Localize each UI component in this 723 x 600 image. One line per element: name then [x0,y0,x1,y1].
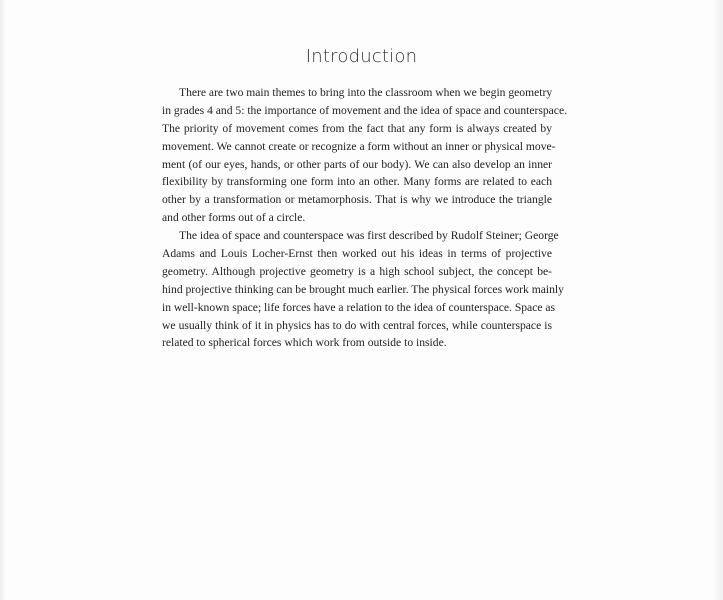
page-left-edge [0,0,6,600]
page-title: Introduction [305,46,418,67]
paragraph-1 [162,84,567,227]
text-line: geometry. Although projective geometry is a high school subject, the concept be- [162,264,552,278]
text-line: Adams and Louis Locher-Ernst then worked out his ideas in terms of projective [162,247,552,261]
text-line: The idea of space and counterspace was first described by Rudolf Steiner; George [179,229,559,243]
text-line: There are two main themes to bring into the classroom when we begin geometry [179,86,553,99]
body-text [162,84,567,352]
page-right-edge [713,0,723,600]
paragraph-2 [162,227,564,352]
text-line: in grades 4 and 5: the importance of movement and the idea of space and counterspace. [162,103,567,117]
text-line: we usually think of it in physics has to do with central forces, while counterspace is [162,318,552,332]
text-line: movement. We cannot create or recognize a form without an inner or physical move- [162,139,556,153]
text-line: hind projective thinking can be brought much earlier. The physical forces work mainly [162,282,564,296]
text-line: other by a transformation or metamorphosis. That is why we introduce the triangle [162,193,552,207]
text-line: related to spherical forces which work from outside to inside. [162,336,447,350]
text-line: ment (of our eyes, hands, or other parts of our body). We can also develop an inner [162,157,552,171]
text-line: The priority of movement comes from the fact that any form is always created by [162,121,552,135]
text-line: in well-known space; life forces have a relation to the idea of counterspace. Space as [162,300,556,314]
text-line: and other forms out of a circle. [162,211,306,225]
text-line: flexibility by transforming one form into an other. Many forms are related to each [162,175,552,189]
